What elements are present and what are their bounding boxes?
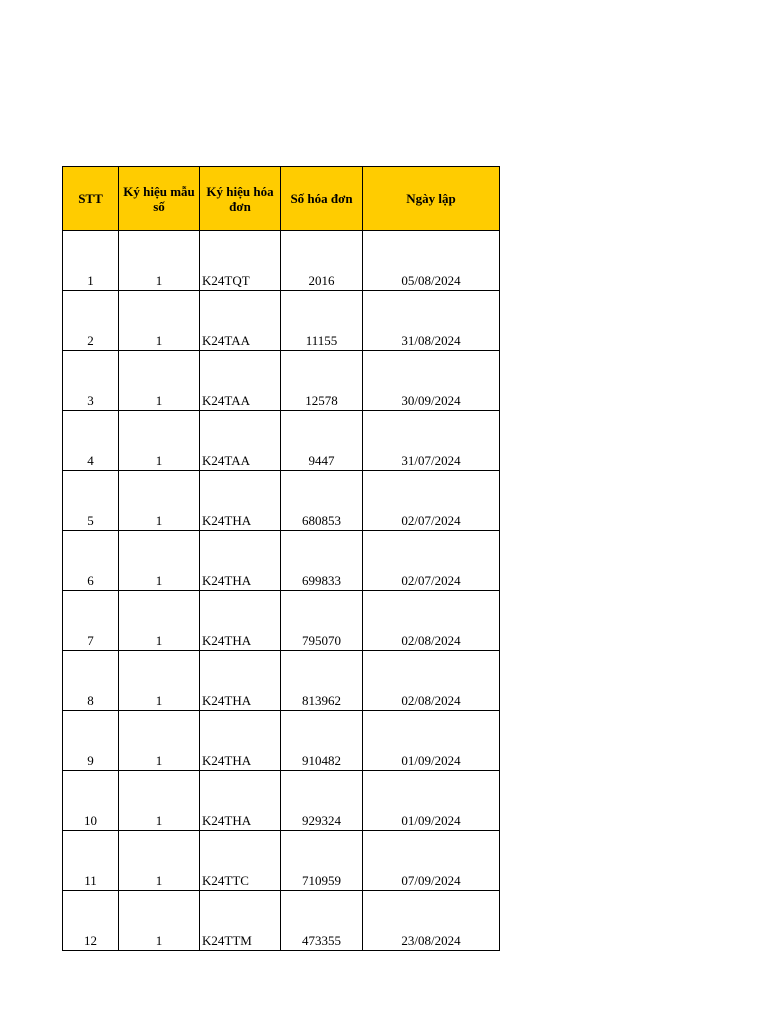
table-row: [63, 411, 500, 471]
cell-ky-hieu-mau-so: 1: [119, 231, 200, 291]
cell-ky-hieu-hoa-don: K24TQT: [200, 231, 281, 291]
table-row: [63, 771, 500, 831]
cell-ngay-lap: 30/09/2024: [363, 351, 500, 411]
cell-so-hoa-don: 813962: [281, 651, 363, 711]
cell-ngay-lap: 23/08/2024: [363, 891, 500, 951]
cell-ky-hieu-mau-so: 1: [119, 891, 200, 951]
cell-ngay-lap: 02/08/2024: [363, 591, 500, 651]
table-row: [63, 591, 500, 651]
table-row: [63, 711, 500, 771]
cell-so-hoa-don: 929324: [281, 771, 363, 831]
cell-stt: 3: [63, 351, 119, 411]
cell-ngay-lap: 02/08/2024: [363, 651, 500, 711]
cell-ky-hieu-hoa-don: K24THA: [200, 771, 281, 831]
header-ngay-lap: Ngày lập: [363, 167, 500, 231]
cell-ngay-lap: 02/07/2024: [363, 471, 500, 531]
cell-stt: 1: [63, 231, 119, 291]
cell-so-hoa-don: 12578: [281, 351, 363, 411]
cell-ky-hieu-mau-so: 1: [119, 471, 200, 531]
table-row: [63, 891, 500, 951]
invoice-table: [62, 166, 500, 951]
header-so-hoa-don: Số hóa đơn: [281, 167, 363, 231]
cell-so-hoa-don: 910482: [281, 711, 363, 771]
table-row: [63, 471, 500, 531]
cell-ky-hieu-hoa-don: K24THA: [200, 711, 281, 771]
header-ky-hieu-hoa-don: Ký hiệu hóa đơn: [200, 167, 281, 231]
cell-stt: 2: [63, 291, 119, 351]
cell-so-hoa-don: 11155: [281, 291, 363, 351]
cell-ky-hieu-hoa-don: K24THA: [200, 531, 281, 591]
table-header: [63, 167, 500, 231]
cell-stt: 12: [63, 891, 119, 951]
table-row: [63, 291, 500, 351]
header-stt: STT: [63, 167, 119, 231]
cell-ky-hieu-mau-so: 1: [119, 651, 200, 711]
cell-ky-hieu-hoa-don: K24TAA: [200, 411, 281, 471]
cell-ky-hieu-mau-so: 1: [119, 591, 200, 651]
cell-so-hoa-don: 795070: [281, 591, 363, 651]
cell-ky-hieu-hoa-don: K24THA: [200, 591, 281, 651]
cell-so-hoa-don: 710959: [281, 831, 363, 891]
table-row: [63, 651, 500, 711]
cell-stt: 4: [63, 411, 119, 471]
cell-ky-hieu-mau-so: 1: [119, 831, 200, 891]
header-row: [63, 167, 500, 231]
cell-ngay-lap: 31/08/2024: [363, 291, 500, 351]
cell-ky-hieu-hoa-don: K24TTM: [200, 891, 281, 951]
table-row: [63, 531, 500, 591]
cell-ngay-lap: 01/09/2024: [363, 771, 500, 831]
cell-stt: 9: [63, 711, 119, 771]
cell-stt: 11: [63, 831, 119, 891]
table-row: [63, 231, 500, 291]
cell-ky-hieu-mau-so: 1: [119, 771, 200, 831]
header-ky-hieu-mau-so: Ký hiệu mẫu số: [119, 167, 200, 231]
cell-so-hoa-don: 2016: [281, 231, 363, 291]
cell-ngay-lap: 31/07/2024: [363, 411, 500, 471]
cell-ky-hieu-hoa-don: K24TAA: [200, 351, 281, 411]
cell-ky-hieu-hoa-don: K24TAA: [200, 291, 281, 351]
cell-ngay-lap: 05/08/2024: [363, 231, 500, 291]
cell-stt: 8: [63, 651, 119, 711]
cell-so-hoa-don: 680853: [281, 471, 363, 531]
cell-stt: 10: [63, 771, 119, 831]
cell-so-hoa-don: 473355: [281, 891, 363, 951]
table-row: [63, 351, 500, 411]
cell-ngay-lap: 02/07/2024: [363, 531, 500, 591]
cell-ky-hieu-mau-so: 1: [119, 291, 200, 351]
cell-stt: 6: [63, 531, 119, 591]
cell-so-hoa-don: 699833: [281, 531, 363, 591]
cell-ngay-lap: 07/09/2024: [363, 831, 500, 891]
cell-ky-hieu-mau-so: 1: [119, 411, 200, 471]
cell-ky-hieu-hoa-don: K24THA: [200, 651, 281, 711]
cell-stt: 5: [63, 471, 119, 531]
cell-stt: 7: [63, 591, 119, 651]
cell-ngay-lap: 01/09/2024: [363, 711, 500, 771]
cell-so-hoa-don: 9447: [281, 411, 363, 471]
table-body: [63, 231, 500, 951]
cell-ky-hieu-mau-so: 1: [119, 711, 200, 771]
cell-ky-hieu-mau-so: 1: [119, 531, 200, 591]
cell-ky-hieu-hoa-don: K24TTC: [200, 831, 281, 891]
cell-ky-hieu-mau-so: 1: [119, 351, 200, 411]
cell-ky-hieu-hoa-don: K24THA: [200, 471, 281, 531]
table-row: [63, 831, 500, 891]
